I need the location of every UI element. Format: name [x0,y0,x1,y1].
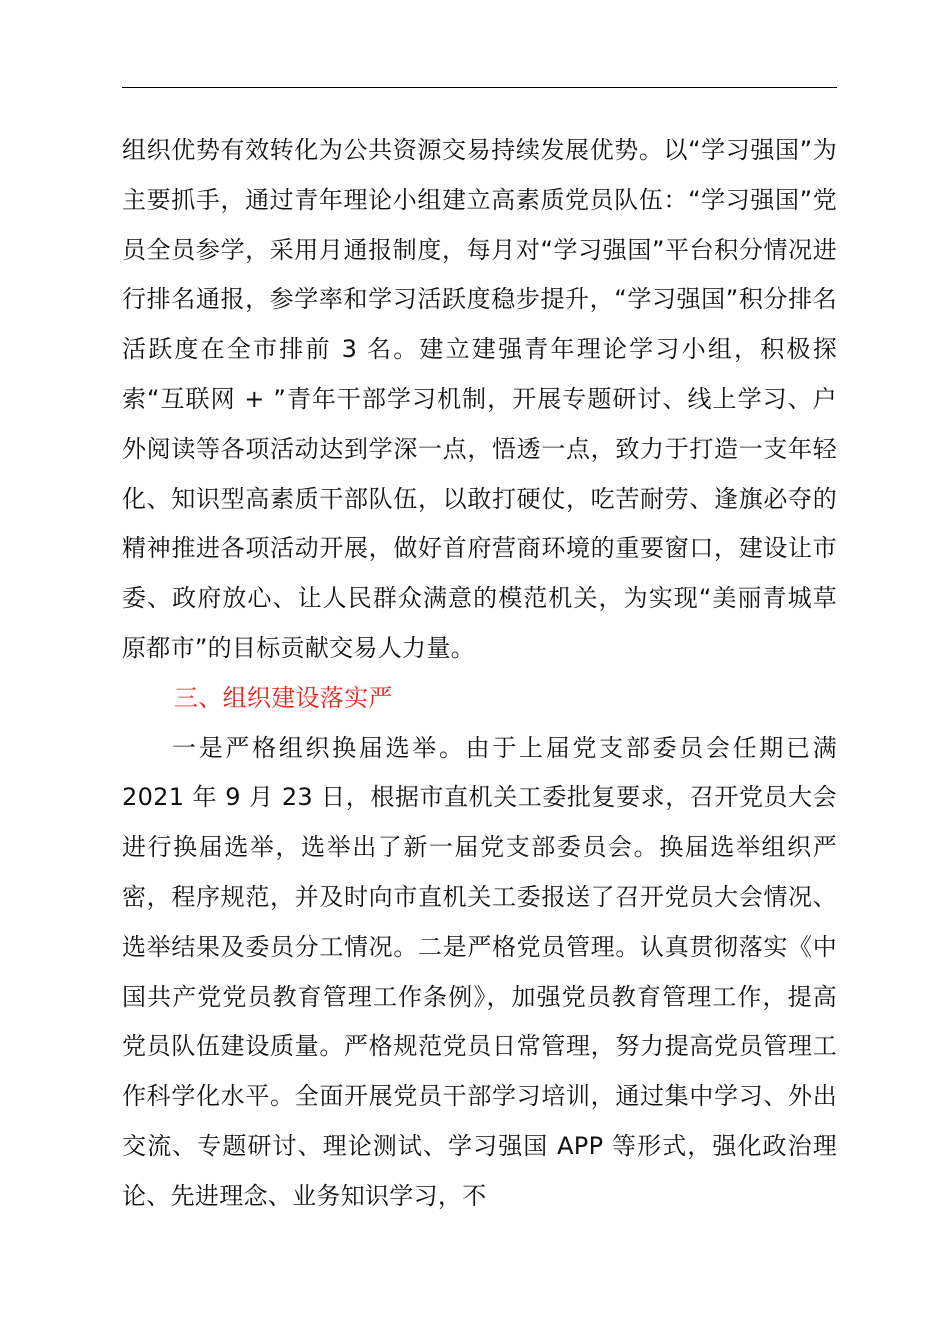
paragraph-2: 一是严格组织换届选举。由于上届党支部委员会任期已满 2021 年 9 月 23 日，根据市直机关工委批复要求，召开党员大会进行换届选举，选举出了新一届党支部委员会。换届选举组织严密，程序规范，并及时向市直机关工委报送了召开党员大会情况、选举结果及委员分工情况。二是严格党员管理。认真贯彻落实《中国共产党党员教育管理工作条例》，加强党员教育管理工作，提高党员队伍建设质量。严格规范党员日常管理，努力提高党员管理工作科学化水平。全面开展党员干部学习培训，通过集中学习、外出交流、专题研讨、理论测试、学习强国 APP 等形式，强化政治理论、先进理念、业务知识学习，不 [122,733,837,1210]
section-heading: 三、组织建设落实严 [174,683,393,712]
document-body [122,126,837,1222]
header-rule [122,87,837,88]
paragraph-1: 组织优势有效转化为公共资源交易持续发展优势。以“学习强国”为主要抓手，通过青年理论小组建立高素质党员队伍：“学习强国”党员全员参学，采用月通报制度，每月对“学习强国”平台积分情况进行排名通报，参学率和学习活跃度稳步提升，“学习强国”积分排名活跃度在全市排前 3 名。建立建强青年理论学习小组，积极探索“互联网 + ”青年干部学习机制，开展专题研讨、线上学习、户外阅读等各项活动达到学深一点，悟透一点，致力于打造一支年轻化、知识型高素质干部队伍，以敢打硬仗，吃苦耐劳、逢旗必夺的精神推进各项活动开展，做好首府营商环境的重要窗口，建设让市委、政府放心、让人民群众满意的模范机关，为实现“美丽青城草原都市”的目标贡献交易人力量。 [122,136,837,662]
